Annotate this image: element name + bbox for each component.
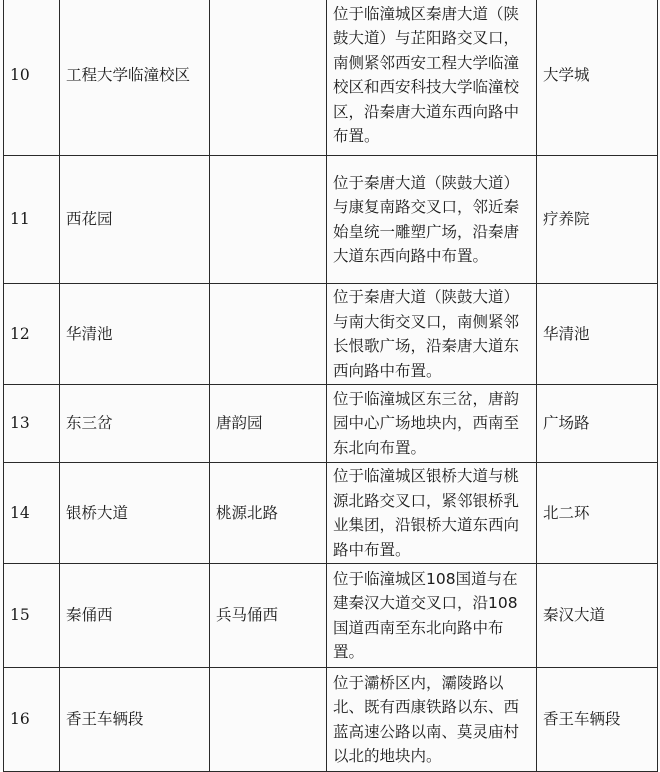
row-number: 13 xyxy=(4,385,60,463)
station-area: 广场路 xyxy=(537,385,658,463)
station-alt-name xyxy=(210,0,327,156)
table-row xyxy=(4,284,658,385)
table-row xyxy=(4,0,658,156)
station-alt-name xyxy=(210,156,327,284)
station-alt-name xyxy=(210,284,327,385)
station-area: 疗养院 xyxy=(537,156,658,284)
table-row xyxy=(4,564,658,668)
row-number: 14 xyxy=(4,463,60,564)
station-name: 西花园 xyxy=(60,156,210,284)
station-area: 大学城 xyxy=(537,0,658,156)
row-number: 11 xyxy=(4,156,60,284)
station-alt-name: 桃源北路 xyxy=(210,463,327,564)
station-table xyxy=(3,0,658,772)
station-location: 位于秦唐大道（陕鼓大道）与康复南路交叉口，邻近秦始皇统一雕塑广场，沿秦唐大道东西向路中布置。 xyxy=(327,156,537,284)
station-name: 秦俑西 xyxy=(60,564,210,668)
row-number: 16 xyxy=(4,668,60,772)
station-location: 位于临潼城区秦唐大道（陕鼓大道）与芷阳路交叉口，南侧紧邻西安工程大学临潼校区和西安科技大学临潼校区，沿秦唐大道东西向路中布置。 xyxy=(327,0,537,156)
table-row xyxy=(4,668,658,772)
table-row xyxy=(4,385,658,463)
row-number: 12 xyxy=(4,284,60,385)
station-alt-name: 兵马俑西 xyxy=(210,564,327,668)
row-number: 10 xyxy=(4,0,60,156)
row-number: 15 xyxy=(4,564,60,668)
station-location: 位于灞桥区内，灞陵路以北、既有西康铁路以东、西蓝高速公路以南、莫灵庙村以北的地块内。 xyxy=(327,668,537,772)
station-alt-name xyxy=(210,668,327,772)
station-name: 银桥大道 xyxy=(60,463,210,564)
station-name: 东三岔 xyxy=(60,385,210,463)
station-alt-name: 唐韵园 xyxy=(210,385,327,463)
station-location: 位于临潼城区东三岔，唐韵园中心广场地块内，西南至东北向布置。 xyxy=(327,385,537,463)
table-row xyxy=(4,156,658,284)
station-area: 香王车辆段 xyxy=(537,668,658,772)
station-name: 香王车辆段 xyxy=(60,668,210,772)
station-location: 位于临潼城区108国道与在建秦汉大道交叉口，沿108国道西南至东北向路中布置。 xyxy=(327,564,537,668)
station-area: 北二环 xyxy=(537,463,658,564)
station-name: 华清池 xyxy=(60,284,210,385)
station-name: 工程大学临潼校区 xyxy=(60,0,210,156)
station-location: 位于秦唐大道（陕鼓大道）与南大街交叉口，南侧紧邻长恨歌广场，沿秦唐大道东西向路中布置。 xyxy=(327,284,537,385)
station-area: 华清池 xyxy=(537,284,658,385)
station-location: 位于临潼城区银桥大道与桃源北路交叉口，紧邻银桥乳业集团，沿银桥大道东西向路中布置。 xyxy=(327,463,537,564)
table-row xyxy=(4,463,658,564)
station-area: 秦汉大道 xyxy=(537,564,658,668)
